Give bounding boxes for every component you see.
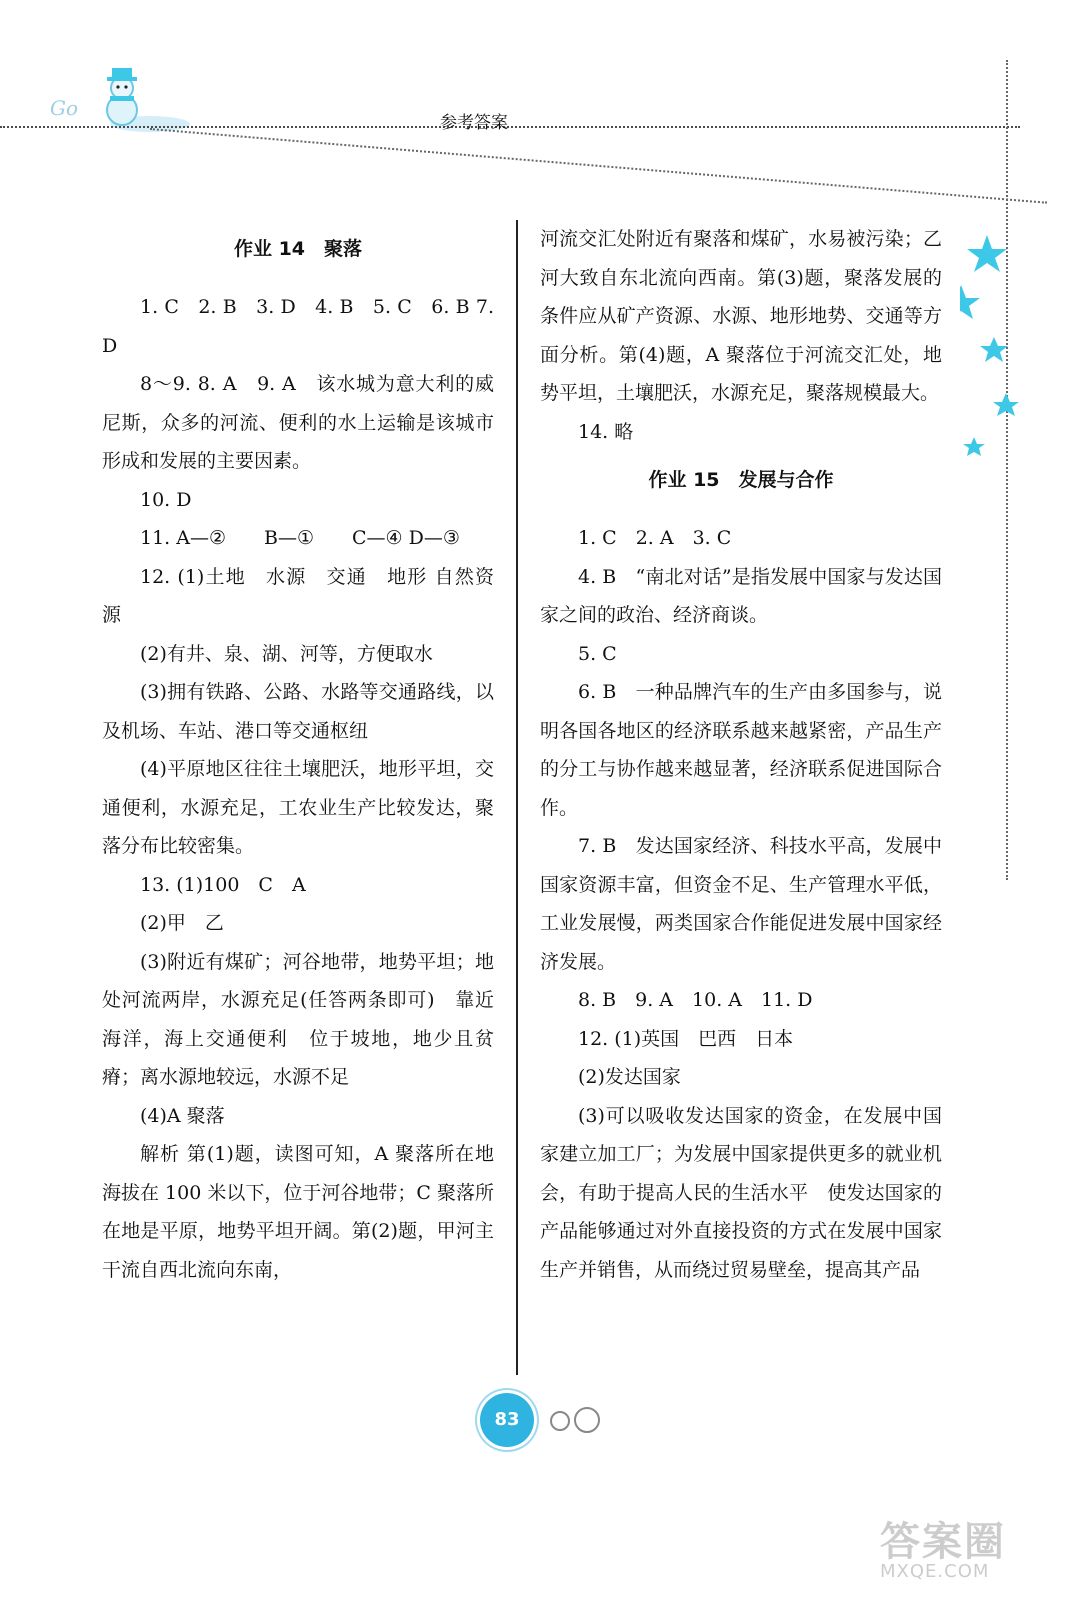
section-title-15: 作业 15 发展与合作	[648, 469, 834, 491]
left-column	[102, 220, 494, 1289]
answer-line: (2)甲 乙	[140, 912, 224, 934]
answer-line: 8～9. 8. A 9. A 该水城为意大利的威尼斯，众多的河流、便利的水上运输是该城市形成和发展的主要因素。	[102, 373, 494, 472]
answer-line: (4)A 聚落	[140, 1104, 225, 1127]
star-icon	[963, 437, 985, 456]
page-number: 83	[480, 1393, 534, 1447]
answer-line: 5. C	[578, 642, 617, 665]
snowman-illustration	[0, 60, 200, 140]
answer-line: 6. B 一种品牌汽车的生产由多国参与，说明各国各地区的经济联系越来越紧密，产品生产的分工与协作越来越显著，经济联系促进国际合作。	[540, 681, 942, 819]
answer-line: (2)有井、泉、湖、河等，方便取水	[140, 642, 433, 665]
answer-line: 14. 略	[578, 420, 634, 443]
right-column	[540, 220, 942, 1289]
answer-line: (4)平原地区往往土壤肥沃，地形平坦，交通便利，水源充足，工农业生产比较发达，聚落分布比较密集。	[102, 758, 494, 857]
header-diagonal-rule	[150, 128, 1047, 204]
svg-text:Go: Go	[50, 96, 79, 120]
answer-line: 7. B 发达国家经济、科技水平高，发展中国家资源丰富，但资金不足、生产管理水平低，工业发展慢，两类国家合作能促进发展中国家经济发展。	[540, 835, 942, 973]
star-icon	[980, 337, 1008, 362]
page-number-badge	[480, 1393, 610, 1453]
answer-line: 4. B “南北对话”是指发展中国家与发达国家之间的政治、经济商谈。	[540, 565, 942, 626]
watermark-logo: 答案圈 MXQE.COM	[880, 1519, 1006, 1582]
answer-line: (3)附近有煤矿；河谷地带，地势平坦；地处河流两岸，水源充足(任答两条即可) 靠近海洋，海上交通便利 位于坡地，地少且贫瘠；离水源地较远，水源不足	[102, 950, 494, 1088]
star-icon	[960, 285, 980, 319]
stars-decoration	[960, 235, 1040, 475]
answer-line: 12. (1)英国 巴西 日本	[578, 1027, 794, 1050]
star-icon	[967, 235, 1007, 272]
section-title-14: 作业 14 聚落	[233, 238, 363, 260]
answer-line: 11. A—② B—① C—④ D—③	[140, 527, 460, 549]
analysis-continued: 河流交汇处附近有聚落和煤矿，水易被污染；乙河大致自东北流向西南。第(3)题，聚落发展的条件应从矿产资源、水源、地形地势、交通等方面分析。第(4)题，A 聚落位于河流交汇处，地势平坦，土壤肥沃，水源充足，聚落规模最大。	[540, 228, 942, 404]
column-divider	[516, 220, 518, 1375]
star-icon	[993, 393, 1019, 416]
answer-line: 13. (1)100 C A	[140, 873, 306, 896]
answer-line: 12. (1)土地 水源 交通 地形 自然资源	[102, 565, 494, 626]
circle-decoration	[550, 1411, 570, 1431]
analysis-paragraph: 解析 第(1)题，读图可知，A 聚落所在地海拔在 100 米以下，位于河谷地带；C 聚落所在地是平原，地势平坦开阔。第(2)题，甲河主干流自西北流向东南，	[102, 1143, 494, 1281]
answer-line: (3)可以吸收发达国家的资金，在发展中国家建立加工厂；为发展中国家提供更多的就业机会，有助于提高人民的生活水平 使发达国家的产品能够通过对外直接投资的方式在发展中国家生产并销售，从而绕过贸易壁垒，提高其产品	[540, 1104, 942, 1281]
answer-line: 1. C 2. A 3. C	[578, 527, 732, 549]
circle-decoration	[574, 1407, 600, 1433]
answer-line: 8. B 9. A 10. A 11. D	[578, 989, 813, 1011]
answer-line: 1. C 2. B 3. D 4. B 5. C 6. B 7. D	[102, 296, 494, 357]
header-title: 参考答案	[440, 113, 508, 133]
answer-line: (3)拥有铁路、公路、水路等交通路线，以及机场、车站、港口等交通枢纽	[102, 681, 494, 742]
answer-line: (2)发达国家	[578, 1066, 681, 1088]
answer-line: 10. D	[140, 488, 192, 511]
